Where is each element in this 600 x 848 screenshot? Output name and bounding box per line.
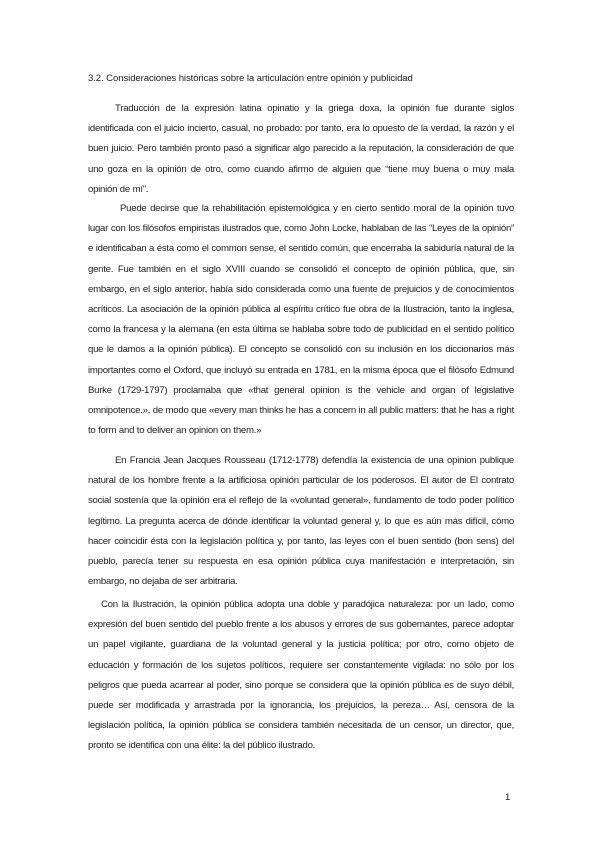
paragraph-opinion-definition: Traducción de la expresión latina opinatio y la griega doxa, la opinión fue durante siglos identificada con el juicio incierto, casual, no probado: por tanto, era lo opuesto de la verdad, la razón y el buen juicio. Pero también pronto pasó a significar algo parecido a la reputación, la consideración de que uno goza en la opinión de otro, como cuando afirmo de alguien que “tiene muy buena o muy mala opinión de mí”.	[88, 103, 514, 195]
paragraph-rehabilitation: Puede decirse que la rehabilitación epistemológica y en cierto sentido moral de la opinión tuvo lugar con los filósofos empiristas ilustrados que, como John Locke, hablaban de las “Leyes de la opinión” e identificaban a ésta como el common sense, el sentido común, que encerraba la sabiduría natural de la gente. Fue también en el siglo XVIII cuando se consolidó el concepto de opinión pública, que, sin embargo, en el siglo anterior, había sido considerada como una fuente de prejuicios y de conocimientos acríticos. La asociación de la opinión pública al espíritu crítico fue obra de la Ilustración, tanto la inglesa, como la francesa y la alemana (en esta última se hablaba sobre todo de publicidad en el sentido político que le damos a la opinión pública). El concepto se consolidó con su inclusión en los diccionarios más importantes como el Oxford, que incluyó su entrada en 1781, en la misma época que el filósofo Edmund Burke (1729-1797) proclamaba que «that general opinion is the vehicle and organ of legislative omnipotence.», de modo que «every man thinks he has a concern in all public matters: that he has a right to form and to deliver an opinion on them.»	[88, 203, 514, 437]
paragraph-illustration: Con la Ilustración, la opinión pública adopta una doble y paradójica naturaleza: por un lado, como expresión del buen sentido del pueblo frente a los abusos y errores de sus gobernantes, parece adoptar un papel vigilante, guardiana de la voluntad general y la justicia política; por otro, como objeto de educación y formación de los sujetos políticos, requiere ser constantemente vigilada: no sólo por los peligros que pueda acarrear al poder, sino porque se considera que la opinión pública es de suyo débil, puede ser modificada y arrastrada por la ignorancia, los prejuicios, la pereza… Así, censora de la legislación política, la opinión pública se considera también necesitada de un censor, un director, que, pronto se identifica con una élite: la del público ilustrado.	[88, 599, 514, 752]
section-heading: 3.2. Consideraciones históricas sobre la articulación entre opinión y publicidad	[88, 73, 413, 84]
paragraph-rousseau: En Francia Jean Jacques Rousseau (1712-1778) defendía la existencia de una opinion publique natural de los hombre frente a la artificiosa opinión particular de los poderosos. El autor de El contrato social sostenía que la opinión era el reflejo de la «voluntad general», fundamento de todo poder político legítimo. La pregunta acerca de dónde identificar la voluntad general y, lo que es aún más difícil, cómo hacer coincidir ésta con la legislación política y, por tanto, las leyes con el buen sentido (bon sens) del pueblo, parecía tener su respuesta en esa opinión pública cuya manifestación e interpretación, sin embargo, no dejaba de ser arbitraria.	[88, 455, 514, 588]
page-number: 1	[505, 792, 511, 803]
